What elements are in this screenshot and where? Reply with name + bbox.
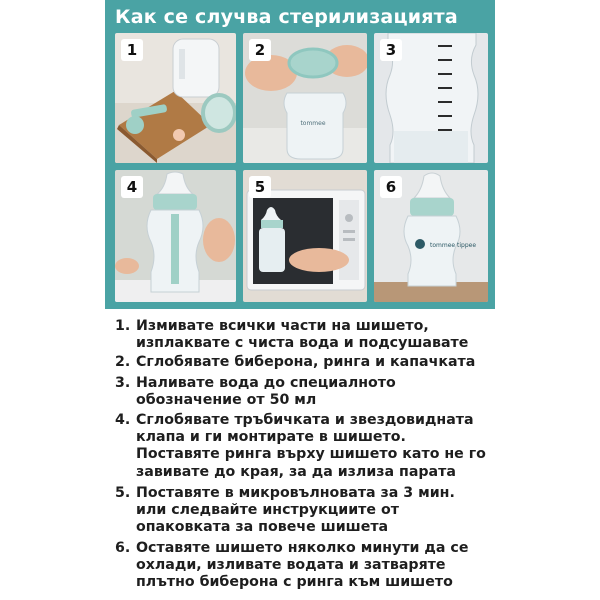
photo-step-3 xyxy=(374,33,488,163)
step-badge: 4 xyxy=(121,176,143,198)
step-badge: 6 xyxy=(380,176,402,198)
instruction-list xyxy=(105,309,495,600)
bottle-brand-label: tommee tippee xyxy=(430,242,477,249)
step-text: Сглобявате биберона, ринга и капачката xyxy=(136,354,476,370)
step-number: 5. xyxy=(115,485,131,501)
photo-step-1 xyxy=(115,33,236,163)
page-title: Как се случва стерилизацията xyxy=(115,6,458,28)
list-item xyxy=(115,412,489,481)
step-badge: 5 xyxy=(249,176,271,198)
photo-step-6 xyxy=(374,170,488,302)
step-badge: 1 xyxy=(121,39,143,61)
step-text: Измивате всички части на шишето, изплаквате с чиста вода и подсушавате xyxy=(136,318,469,352)
svg-text:tommee: tommee xyxy=(300,120,326,127)
photo-step-2 xyxy=(243,33,367,163)
list-item xyxy=(115,540,489,592)
infographic xyxy=(105,0,495,600)
step-number: 1. xyxy=(115,318,131,334)
step-number: 3. xyxy=(115,375,131,391)
step-number: 4. xyxy=(115,412,131,428)
list-item xyxy=(115,485,489,537)
list-item xyxy=(115,375,489,409)
list-item xyxy=(115,354,489,371)
photo-step-5 xyxy=(243,170,367,302)
list-item xyxy=(115,318,489,352)
step-text: Оставяте шишето няколко минути да се охлади, изливате водата и затваряте плътно биберона с ринга към шишето xyxy=(136,540,469,591)
photo-step-4 xyxy=(115,170,236,302)
step-text: Наливате вода до специалното обозначение от 50 мл xyxy=(136,375,396,409)
step-number: 6. xyxy=(115,540,131,556)
step-text: Поставяте в микровълновата за 3 мин. или следвайте инструкциите от опаковката за повече шишета xyxy=(136,485,455,536)
header-panel xyxy=(105,0,495,309)
step-badge: 2 xyxy=(249,39,271,61)
step-badge: 3 xyxy=(380,39,402,61)
step-text: Сглобявате тръбичката и звездовидната клапа и ги монтирате в шишето. Поставяте ринга върху шишето като не го завивате до края, за да излиза парата xyxy=(136,412,486,480)
step-number: 2. xyxy=(115,354,131,370)
